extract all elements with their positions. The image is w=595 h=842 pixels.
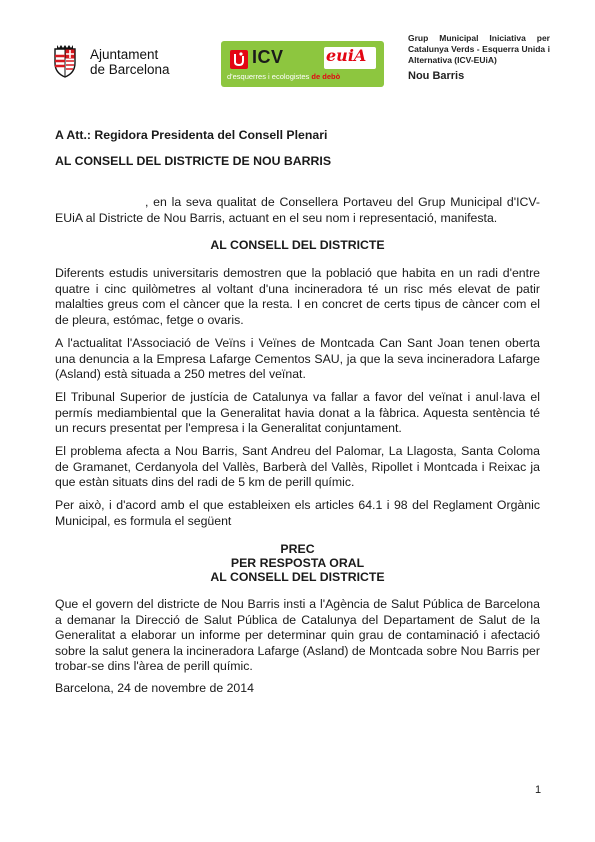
section-heading: AL CONSELL DEL DISTRICTE [210, 238, 385, 252]
paragraph-5: Per això, i d'acord amb el que estableixen els articles 64.1 i 98 del Reglament Orgànic Municipal, es formula el següent [55, 498, 540, 528]
recipient-line: AL CONSELL DEL DISTRICTE DE NOU BARRIS [55, 154, 332, 168]
attention-line: A Att.: Regidora Presidenta del Consell Plenari [55, 128, 328, 142]
ajuntament-line2: de Barcelona [90, 62, 170, 77]
paragraph-4: El problema afecta a Nou Barris, Sant Andreu del Palomar, La Llagosta, Santa Coloma de Gramanet, Cerdanyola del Vallès, Barberà del Vallès, Ripollet i Montcada i Reixac ja que estàn situats dins del radi de 5 km de perill químic. [55, 444, 540, 489]
icv-euia-logo [221, 41, 384, 87]
ajuntament-logo [47, 43, 187, 81]
barcelona-shield-icon [47, 43, 83, 79]
icv-wordmark: ICV [252, 47, 284, 67]
ajuntament-wordmark [90, 47, 170, 77]
group-info [408, 33, 550, 83]
paragraph-6: Que el govern del districte de Nou Barris insti a l'Agència de Salut Pública de Barcelona a demanar la Direcció de Salut Pública de Catalunya del Departament de Salut de la Generalitat a elaborar un informe per determinar quin grau de contaminació i afectació sobre la salut genera la incineradora Lafarge (Asland) de Montcada sobre Nou Barris per trobar-se dins l'àrea de perill químic. [55, 597, 540, 673]
group-description: Grup Municipal Iniciativa per Catalunya Verds - Esquerra Unida i Alternativa (ICV-EUiA) [408, 33, 550, 65]
group-name: Nou Barris [408, 70, 465, 82]
paragraph-2: A l'actualitat l'Associació de Veïns i Veïnes de Montcada Can Sant Joan tenen oberta una denuncia a la Empresa Lafarge Cementos SAU, ja que la seva incineradora Lafarge (Asland) està situada a 250 metres del veïnat. [55, 336, 540, 381]
icv-tagline [227, 72, 340, 81]
date-line: Barcelona, 24 de novembre de 2014 [55, 681, 254, 695]
intro-paragraph: , en la seva qualitat de Consellera Portaveu del Grup Municipal d'ICV-EUiA al Districte de Nou Barris, actuant en el seu nom i representació, manifesta. [55, 195, 540, 225]
paragraph-3: El Tribunal Superior de justícia de Catalunya va fallar a favor del veïnat i anul·lava el permís mediambiental que la Generalitat havia donat a la fàbrica. Aquesta sentència té un recurs presentat per l'empresa i la Generalitat conjuntament. [55, 390, 540, 435]
icv-tagline-main: d'esquerres i ecologistes [227, 72, 310, 81]
prec-subtitle-2: AL CONSELL DEL DISTRICTE [210, 570, 385, 584]
prec-subtitle-1: PER RESPOSTA ORAL [230, 556, 365, 570]
ajuntament-line1: Ajuntament [90, 47, 159, 62]
prec-title: PREC [280, 542, 315, 556]
icv-hand-icon [230, 50, 248, 69]
page-number: 1 [535, 784, 542, 796]
euia-wordmark: euiA [326, 46, 367, 65]
icv-tagline-emph: de debò [311, 72, 341, 81]
paragraph-1: Diferents estudis universitaris demostren que la població que habita en un radi d'entre quatre i cinc quilòmetres al voltant d'una incineradora té un risc més elevat de patir malalties greus com el càncer que la resta. I en concret de certs tipus de càncer com el de pleura, estómac, fetge o ovaris. [55, 266, 540, 327]
